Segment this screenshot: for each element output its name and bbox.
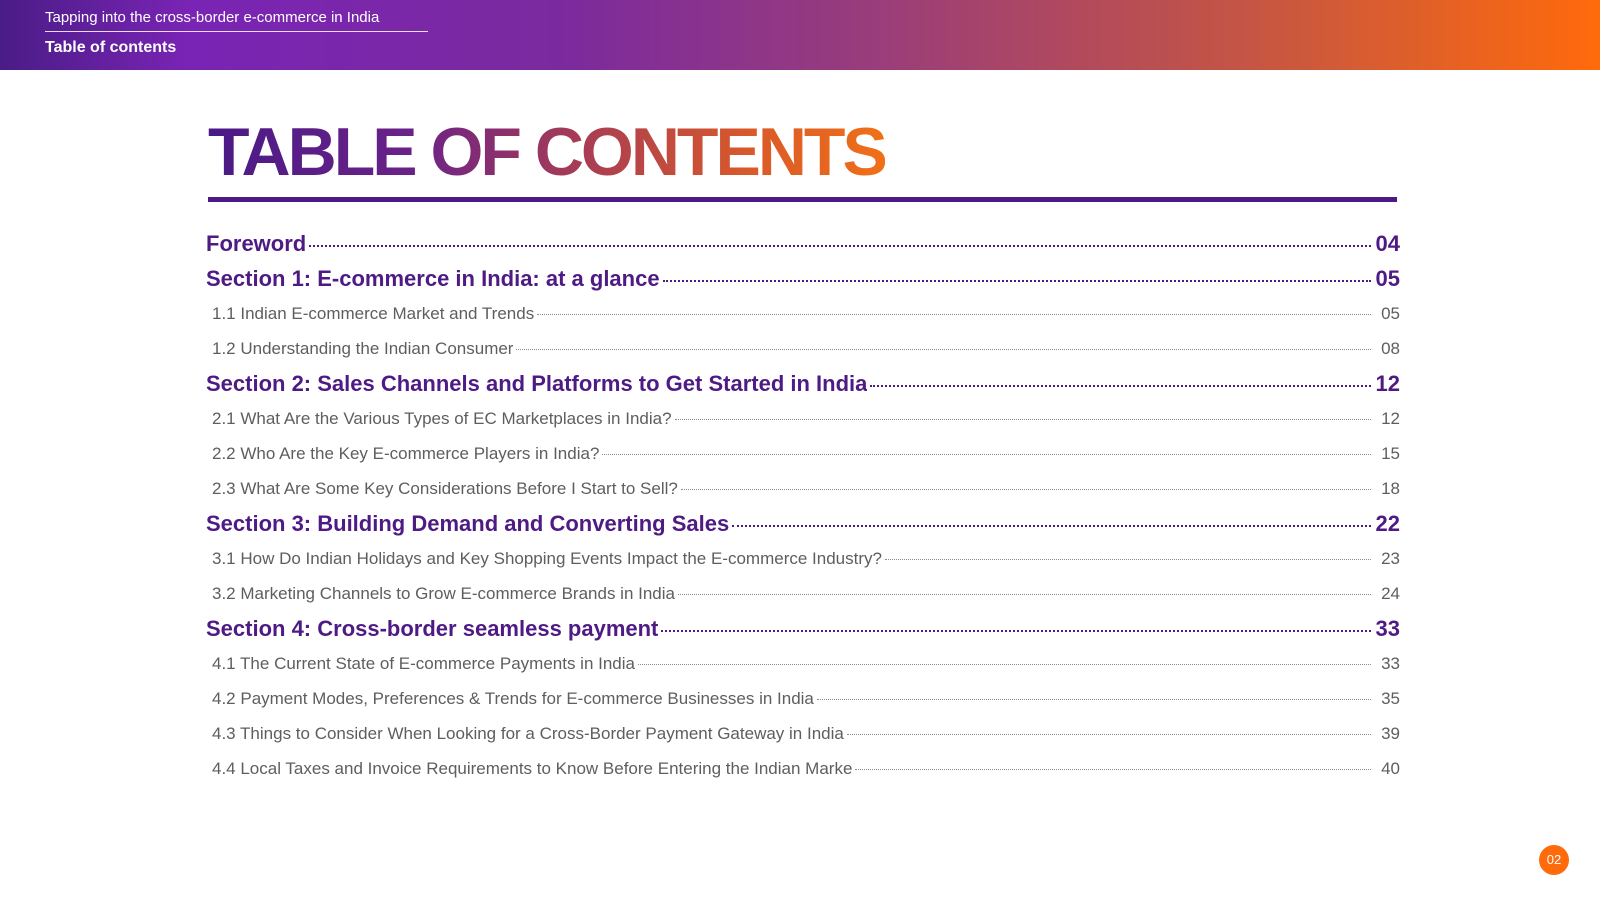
toc-entry-page-number: 22: [1375, 511, 1400, 536]
dotted-leader: [516, 349, 1371, 350]
toc-section-entry[interactable]: [206, 261, 1400, 296]
toc-entry-page-number: 39: [1381, 724, 1400, 743]
page-title: TABLE OF CONTENTS: [208, 114, 885, 190]
toc-entry-page-number: 12: [1381, 409, 1400, 428]
toc-entry-label: 4.2 Payment Modes, Preferences & Trends for E-commerce Businesses in India: [212, 689, 814, 708]
dotted-leader: [847, 734, 1371, 735]
dotted-leader: [537, 314, 1371, 315]
toc-entry-label: Foreword: [206, 231, 307, 256]
toc-subsection-entry[interactable]: [206, 646, 1400, 681]
toc-entry-page-number: 08: [1381, 339, 1400, 358]
toc-entry-page-number: 33: [1381, 654, 1400, 673]
toc-entry-page-number: 05: [1381, 304, 1400, 323]
dotted-leader: [870, 385, 1371, 387]
table-of-contents-list: [206, 226, 1400, 786]
toc-subsection-entry[interactable]: [206, 541, 1400, 576]
dotted-leader: [885, 559, 1371, 560]
toc-subsection-entry[interactable]: [206, 471, 1400, 506]
dotted-leader: [732, 525, 1371, 527]
toc-entry-label: 3.2 Marketing Channels to Grow E-commerce Brands in India: [212, 584, 675, 603]
toc-entry-label: 4.3 Things to Consider When Looking for a Cross-Border Payment Gateway in India: [212, 724, 844, 743]
dotted-leader: [817, 699, 1371, 700]
toc-section-entry[interactable]: [206, 226, 1400, 261]
title-divider: [208, 197, 1397, 202]
dotted-leader: [678, 594, 1371, 595]
header-section-title: Table of contents: [45, 39, 177, 56]
page-number-badge: 02: [1539, 845, 1569, 875]
toc-entry-page-number: 40: [1381, 759, 1400, 778]
dotted-leader: [309, 245, 1371, 247]
toc-subsection-entry[interactable]: [206, 401, 1400, 436]
toc-entry-label: 2.2 Who Are the Key E-commerce Players in India?: [212, 444, 600, 463]
toc-entry-label: Section 3: Building Demand and Converting Sales: [206, 511, 730, 536]
toc-entry-label: Section 1: E-commerce in India: at a glance: [206, 266, 660, 291]
dotted-leader: [675, 419, 1371, 420]
toc-entry-page-number: 18: [1381, 479, 1400, 498]
toc-entry-page-number: 33: [1375, 616, 1400, 641]
toc-section-entry[interactable]: [206, 611, 1400, 646]
toc-subsection-entry[interactable]: [206, 436, 1400, 471]
toc-entry-page-number: 12: [1375, 371, 1400, 396]
dotted-leader: [602, 454, 1371, 455]
toc-entry-label: 1.2 Understanding the Indian Consumer: [212, 339, 514, 358]
dotted-leader: [638, 664, 1371, 665]
toc-entry-label: Section 2: Sales Channels and Platforms to Get Started in India: [206, 371, 868, 396]
toc-entry-label: Section 4: Cross-border seamless payment: [206, 616, 659, 641]
toc-entry-page-number: 23: [1381, 549, 1400, 568]
toc-subsection-entry[interactable]: [206, 296, 1400, 331]
toc-entry-page-number: 15: [1381, 444, 1400, 463]
dotted-leader: [855, 769, 1371, 770]
toc-entry-label: 4.1 The Current State of E-commerce Payments in India: [212, 654, 635, 673]
toc-entry-label: 4.4 Local Taxes and Invoice Requirements to Know Before Entering the Indian Marke: [212, 759, 853, 778]
toc-entry-label: 1.1 Indian E-commerce Market and Trends: [212, 304, 535, 323]
dotted-leader: [681, 489, 1371, 490]
document-title: Tapping into the cross-border e-commerce in India: [45, 9, 428, 32]
dotted-leader: [661, 630, 1371, 632]
toc-entry-page-number: 24: [1381, 584, 1400, 603]
toc-subsection-entry[interactable]: [206, 576, 1400, 611]
toc-entry-label: 2.1 What Are the Various Types of EC Marketplaces in India?: [212, 409, 672, 428]
toc-subsection-entry[interactable]: [206, 751, 1400, 786]
toc-section-entry[interactable]: [206, 506, 1400, 541]
toc-entry-label: 3.1 How Do Indian Holidays and Key Shopping Events Impact the E-commerce Industry?: [212, 549, 882, 568]
toc-subsection-entry[interactable]: [206, 716, 1400, 751]
dotted-leader: [663, 280, 1371, 282]
toc-subsection-entry[interactable]: [206, 681, 1400, 716]
toc-section-entry[interactable]: [206, 366, 1400, 401]
toc-subsection-entry[interactable]: [206, 331, 1400, 366]
toc-entry-page-number: 05: [1375, 266, 1400, 291]
toc-entry-label: 2.3 What Are Some Key Considerations Before I Start to Sell?: [212, 479, 678, 498]
toc-entry-page-number: 35: [1381, 689, 1400, 708]
header-banner: [0, 0, 1600, 70]
toc-entry-page-number: 04: [1375, 231, 1400, 256]
